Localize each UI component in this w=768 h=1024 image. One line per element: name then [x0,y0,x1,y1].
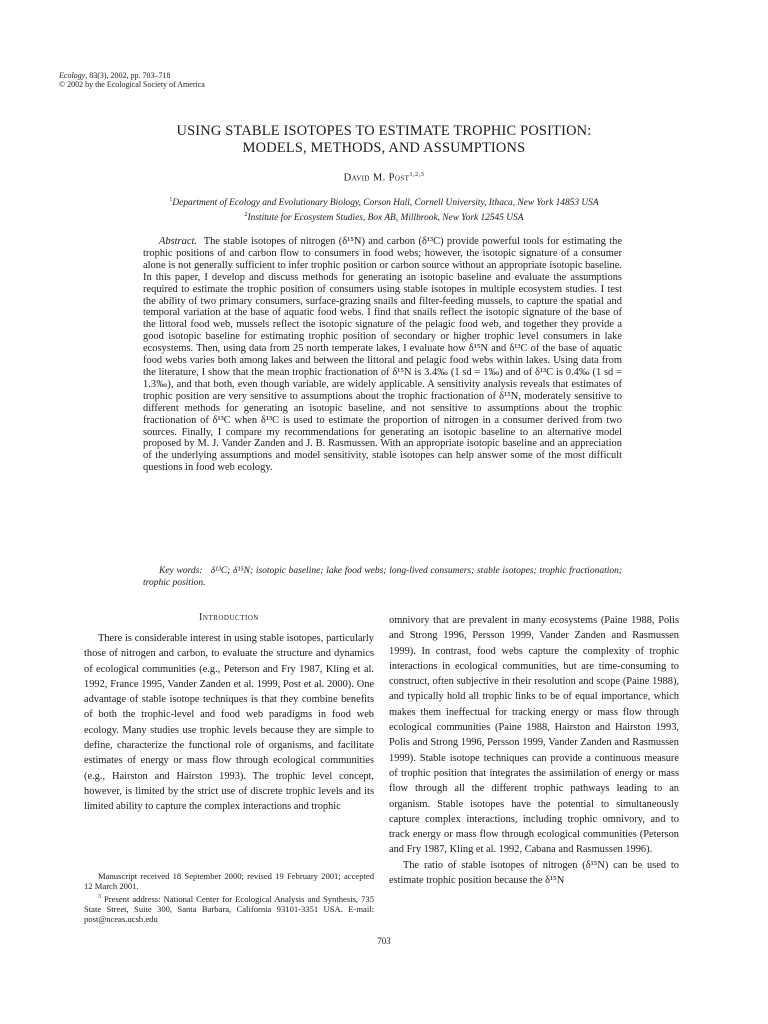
paper-title-line-2: MODELS, METHODS, AND ASSUMPTIONS [242,140,526,156]
footnote-mark: 3 [98,893,101,900]
author-line [84,171,684,184]
affiliations [84,194,684,224]
abstract-label: Abstract. [159,236,197,247]
journal-copyright: © 2002 by the Ecological Society of America [59,80,205,89]
footnotes [84,871,374,924]
footnote-present-address [84,892,374,925]
journal-citation [59,71,205,80]
author-affiliation-marks: 1,2,3 [409,171,425,178]
keywords-label: Key words: [159,566,203,576]
affiliation-text: Institute for Ecosystem Studies, Box AB, Millbrook, New York 12545 USA [247,213,524,224]
footnote-present-address-text: Present address: National Center for Ecological Analysis and Synthesis, 735 State Street, Suite 300, Santa Barbara, California 93101-3351 USA. E-mail: post@nceas.ucsb.edu [84,893,374,925]
abstract-text: The stable isotopes of nitrogen (δ¹⁵N) and carbon (δ¹³C) provide powerful tools for estimating the trophic positions of and carbon flow to consumers in food webs; however, the isotopic signature of a consumer alone is not generally sufficient to infer trophic position or carbon source without an appropriate isotopic baseline. In this paper, I develop and discuss methods for generating an isotopic baseline and evaluate the assumptions required to estimate the trophic position of consumers using stable isotopes in multiple ecosystem studies. I test the ability of two primary consumers, surface-grazing snails and filter-feeding mussels, to capture the spatial and temporal variation at the base of aquatic food webs. I find that snails reflect the isotopic signature of the base of the littoral food web, mussels reflect the isotopic signature of the pelagic food web, and together they provide a good isotopic baseline for estimating trophic position of secondary or higher trophic level consumers in lake ecosystems. Then, using data from 25 north temperate lakes, I evaluate how δ¹⁵N and δ¹³C of the base of aquatic food webs varies both among lakes and between the littoral and pelagic food webs within lakes. Using data from the literature, I show that the mean trophic fractionation of δ¹⁵N is 3.4‰ (1 sd = 1‰) and of δ¹³C is 0.4‰ (1 sd = 1.3‰), and that both, even though variable, are widely applicable. A sensitivity analysis reveals that estimates of trophic position are very sensitive to assumptions about the trophic fractionation of δ¹⁵N, moderately sensitive to different methods for generating an isotopic baseline, and not sensitive to assumptions about the trophic fractionation of δ¹³C when δ¹³C is used to estimate the proportion of nitrogen in a consumer derived from two sources. Finally, I compare my recommendations for generating an isotopic baseline to an alternative model proposed by M. J. Vander Zanden and J. B. Rasmussen. With an appropriate isotopic baseline and an appreciation of the underlying assumptions and model sensitivity, stable isotopes can help answer some of the most difficult questions in food web ecology. [143,236,622,474]
section-heading-introduction: Introduction [199,612,259,623]
abstract [143,236,622,474]
abstract-paragraph [143,236,622,474]
left-column [84,610,374,815]
affiliation-mark: 2 [244,212,248,219]
keywords-text: δ¹³C; δ¹⁵N; isotopic baseline; lake food webs; long-lived consumers; stable isotopes; trophic fractionation; trophic position. [143,566,623,588]
affiliation-1 [84,194,684,209]
journal-volume-pages: , 83(3), 2002, pp. 703–718 [85,71,171,80]
footnote-manuscript-dates: Manuscript received 18 September 2000; revised 19 February 2001; accepted 12 March 2001. [84,871,374,892]
journal-name: Ecology [59,71,86,80]
affiliation-mark: 1 [169,197,173,203]
introduction-paragraph-2: The ratio of stable isotopes of nitrogen (δ¹⁵N) can be used to estimate trophic position because the δ¹⁵N [389,859,679,887]
journal-header [59,71,205,89]
affiliation-2 [84,209,684,224]
introduction-paragraph-1-continued: omnivory that are prevalent in many ecosystems (Paine 1988, Polis and Strong 1996, Persson 1999, Vander Zanden and Rasmussen 1999). In contrast, food webs capture the complexity of trophic interactions in ecological communities, but are time-consuming to construct, often subjective in their resolution and scope (Paine 1988), and typically hold all trophic links to be of equal importance, which makes them ineffectual for tracking energy or mass flow through ecological communities (Paine 1988, Hairston and Hairston 1993, Polis and Strong 1996, Persson 1999, Vander Zanden and Rasmussen 1999). Stable isotope techniques can provide a continuous measure of trophic position that integrates the assimilation of energy or mass flow through all the different trophic pathways leading to an organism. Stable isotopes have the potential to simultaneously capture complex interactions, including trophic omnivory, and to track energy or mass flow through ecological communities (Peterson and Fry 1987, Kling et al. 1992, Cabana and Rasmussen 1996). [389,615,679,856]
keywords-paragraph [143,565,622,589]
introduction-paragraph-1: There is considerable interest in using stable isotopes, particularly those of nitrogen and carbon, to evaluate the structure and dynamics of ecological communities (e.g., Peterson and Fry 1987, Kling et al. 1992, France 1995, Vander Zanden et al. 1999, Post et al. 2000). One advantage of stable isotope techniques is that they combine benefits of both the trophic-level and food web paradigms in food web ecology. Many studies use trophic levels because they are simple to define, characterize the functional role of organisms, and facilitate estimates of energy or mass flow through ecological communities (e.g., Hairston and Hairston 1993). The trophic level concept, however, is limited by the strict use of discrete trophic levels and its limited ability to capture the complex interactions and trophic [84,633,374,813]
author-name: David M. Post [343,172,410,184]
right-column [389,613,679,888]
keywords [143,565,622,589]
page-number: 703 [377,936,391,946]
affiliation-text: Department of Ecology and Evolutionary Biology, Corson Hall, Cornell University, Ithaca, New York 14853 USA [172,198,599,209]
paper-title-line-1: USING STABLE ISOTOPES TO ESTIMATE TROPHIC POSITION: [176,123,592,139]
paper-title [84,123,684,157]
